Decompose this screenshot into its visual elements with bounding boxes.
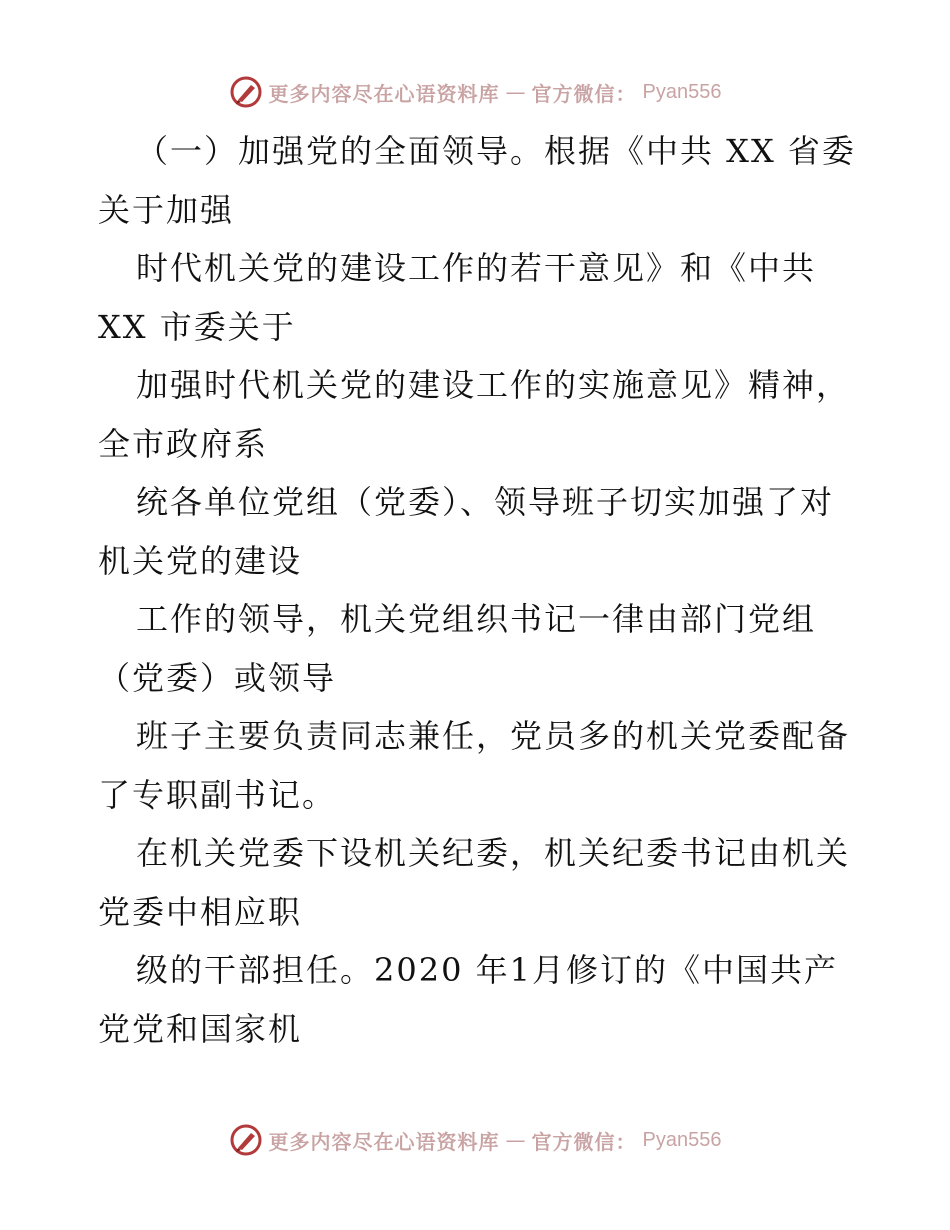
text-line: （党委）或领导 [98, 658, 337, 697]
text-line: 统各单位党组（党委）、领导班子切实加强了对 [136, 483, 835, 521]
pen-circle-logo-icon [229, 75, 263, 109]
watermark-handle: Pyan556 [642, 1128, 722, 1151]
text-line: 党委中相应职 [98, 892, 303, 931]
text-line: 关于加强 [98, 190, 235, 229]
text-line: 工作的领导，机关党组织书记一律由部门党组 [136, 600, 817, 638]
watermark-text: 更多内容尽在心语资料库 [268, 1129, 500, 1154]
text-line: 了专职副书记。 [98, 775, 337, 814]
watermark-text: 更多内容尽在心语资料库 [268, 81, 500, 106]
text-line: 级的干部担任。2020 年1月修订的《中国共产 [136, 951, 838, 989]
pen-circle-logo-icon [229, 1123, 263, 1157]
watermark-separator: — [505, 1128, 526, 1152]
header-watermark [0, 72, 950, 112]
text-line: 时代机关党的建设工作的若干意见》和《中共 [136, 249, 817, 287]
text-line: XX 市委关于 [98, 307, 296, 346]
text-line: （一）加强党的全面领导。根据《中共 XX 省委 [136, 132, 856, 170]
watermark-handle: Pyan556 [642, 80, 722, 103]
text-line: 机关党的建设 [98, 541, 303, 580]
watermark-label: 官方微信： [531, 1129, 637, 1154]
text-line: 党党和国家机 [98, 1009, 303, 1048]
text-line: 加强时代机关党的建设工作的实施意见》精神， [136, 366, 851, 404]
watermark-label: 官方微信： [531, 81, 637, 106]
document-body [98, 122, 858, 1058]
watermark-separator: — [505, 80, 526, 104]
text-line: 在机关党委下设机关纪委，机关纪委书记由机关 [136, 834, 851, 872]
footer-watermark [0, 1120, 950, 1160]
text-line: 班子主要负责同志兼任，党员多的机关党委配备 [136, 717, 851, 755]
text-line: 全市政府系 [98, 424, 269, 463]
